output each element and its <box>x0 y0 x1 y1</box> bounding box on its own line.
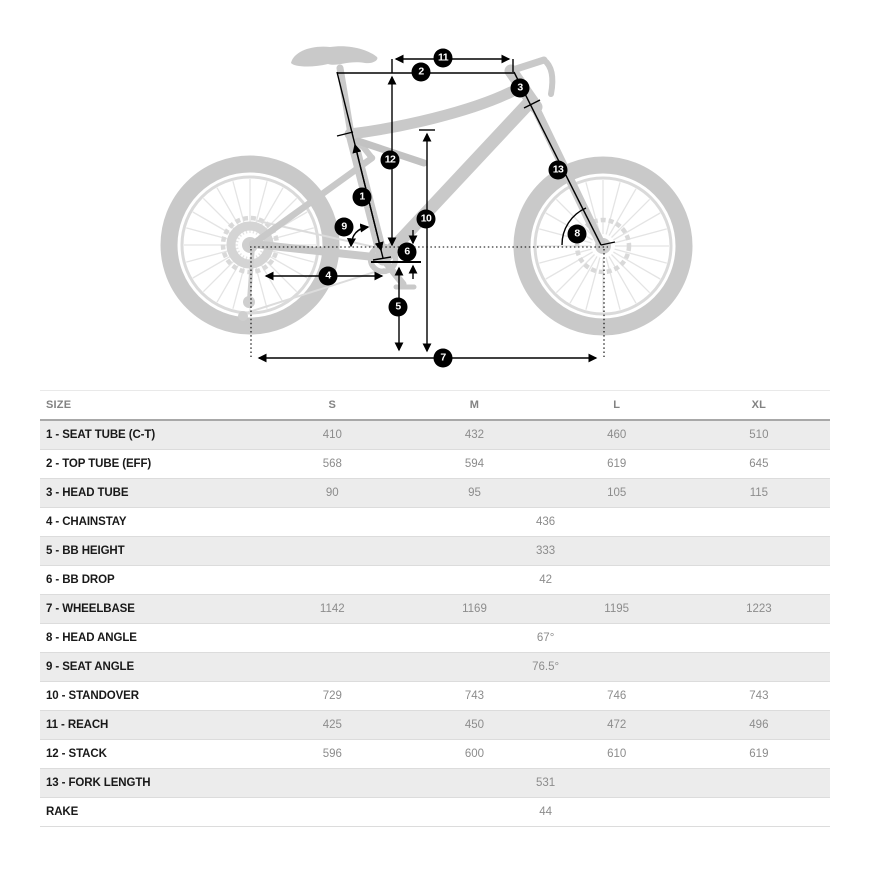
callout-6: 6 <box>398 243 417 262</box>
stem <box>513 60 544 70</box>
callout-4: 4 <box>319 267 338 286</box>
cell-value: 619 <box>688 740 830 769</box>
table-row <box>40 595 830 624</box>
callout-12: 12 <box>381 151 400 170</box>
table-row <box>40 450 830 479</box>
cell-value-merged: 333 <box>261 537 830 566</box>
row-label: 9 - SEAT ANGLE <box>40 653 261 682</box>
geometry-table <box>40 390 830 827</box>
cell-value: 596 <box>261 740 403 769</box>
table-row <box>40 798 830 827</box>
table-row <box>40 624 830 653</box>
table-row <box>40 508 830 537</box>
row-label: 5 - BB HEIGHT <box>40 537 261 566</box>
row-label: 10 - STANDOVER <box>40 682 261 711</box>
callout-8: 8 <box>568 225 587 244</box>
callout-9: 9 <box>335 218 354 237</box>
table-row <box>40 711 830 740</box>
cell-value: 95 <box>403 479 545 508</box>
row-label: 7 - WHEELBASE <box>40 595 261 624</box>
callout-13: 13 <box>549 161 568 180</box>
row-label: RAKE <box>40 798 261 827</box>
row-label: 4 - CHAINSTAY <box>40 508 261 537</box>
cell-value: 746 <box>546 682 688 711</box>
table-row <box>40 682 830 711</box>
cell-value: 510 <box>688 420 830 450</box>
cell-value: 729 <box>261 682 403 711</box>
cell-value: 450 <box>403 711 545 740</box>
cell-value: 594 <box>403 450 545 479</box>
row-label: 1 - SEAT TUBE (C-T) <box>40 420 261 450</box>
row-label: 3 - HEAD TUBE <box>40 479 261 508</box>
callout-3: 3 <box>511 79 530 98</box>
cell-value: 1142 <box>261 595 403 624</box>
row-label: 12 - STACK <box>40 740 261 769</box>
callout-11: 11 <box>434 49 453 68</box>
cell-value: 1223 <box>688 595 830 624</box>
bike-geometry-diagram <box>0 0 869 390</box>
callout-7: 7 <box>434 349 453 368</box>
table-row <box>40 420 830 450</box>
row-label: 13 - FORK LENGTH <box>40 769 261 798</box>
handlebar <box>544 60 552 94</box>
cell-value: 645 <box>688 450 830 479</box>
cell-value-merged: 76.5° <box>261 653 830 682</box>
callout-5: 5 <box>389 298 408 317</box>
table-row <box>40 740 830 769</box>
column-header: M <box>403 391 545 421</box>
cell-value: 568 <box>261 450 403 479</box>
cell-value: 743 <box>403 682 545 711</box>
cell-value: 105 <box>546 479 688 508</box>
table-row <box>40 479 830 508</box>
cell-value: 1195 <box>546 595 688 624</box>
cell-value: 619 <box>546 450 688 479</box>
table-row <box>40 653 830 682</box>
cell-value: 472 <box>546 711 688 740</box>
row-label: 6 - BB DROP <box>40 566 261 595</box>
row-label: 11 - REACH <box>40 711 261 740</box>
cell-value: 1169 <box>403 595 545 624</box>
cell-value: 410 <box>261 420 403 450</box>
cell-value: 425 <box>261 711 403 740</box>
top-tube <box>350 92 511 134</box>
cell-value-merged: 42 <box>261 566 830 595</box>
callout-1: 1 <box>353 188 372 207</box>
column-header: L <box>546 391 688 421</box>
table-header-row <box>40 391 830 421</box>
table-row <box>40 537 830 566</box>
cell-value: 600 <box>403 740 545 769</box>
cell-value-merged: 44 <box>261 798 830 827</box>
row-label: 8 - HEAD ANGLE <box>40 624 261 653</box>
table-body <box>40 420 830 827</box>
cell-value: 743 <box>688 682 830 711</box>
callout-10: 10 <box>417 210 436 229</box>
column-header: S <box>261 391 403 421</box>
column-header: XL <box>688 391 830 421</box>
cell-value: 432 <box>403 420 545 450</box>
cell-value-merged: 531 <box>261 769 830 798</box>
table-row <box>40 566 830 595</box>
cell-value: 115 <box>688 479 830 508</box>
saddle <box>291 46 377 66</box>
cell-value: 90 <box>261 479 403 508</box>
table-row <box>40 769 830 798</box>
size-header: SIZE <box>40 391 261 421</box>
callout-2: 2 <box>412 63 431 82</box>
row-label: 2 - TOP TUBE (EFF) <box>40 450 261 479</box>
cell-value: 460 <box>546 420 688 450</box>
cell-value-merged: 436 <box>261 508 830 537</box>
cell-value: 610 <box>546 740 688 769</box>
cell-value: 496 <box>688 711 830 740</box>
cell-value-merged: 67° <box>261 624 830 653</box>
